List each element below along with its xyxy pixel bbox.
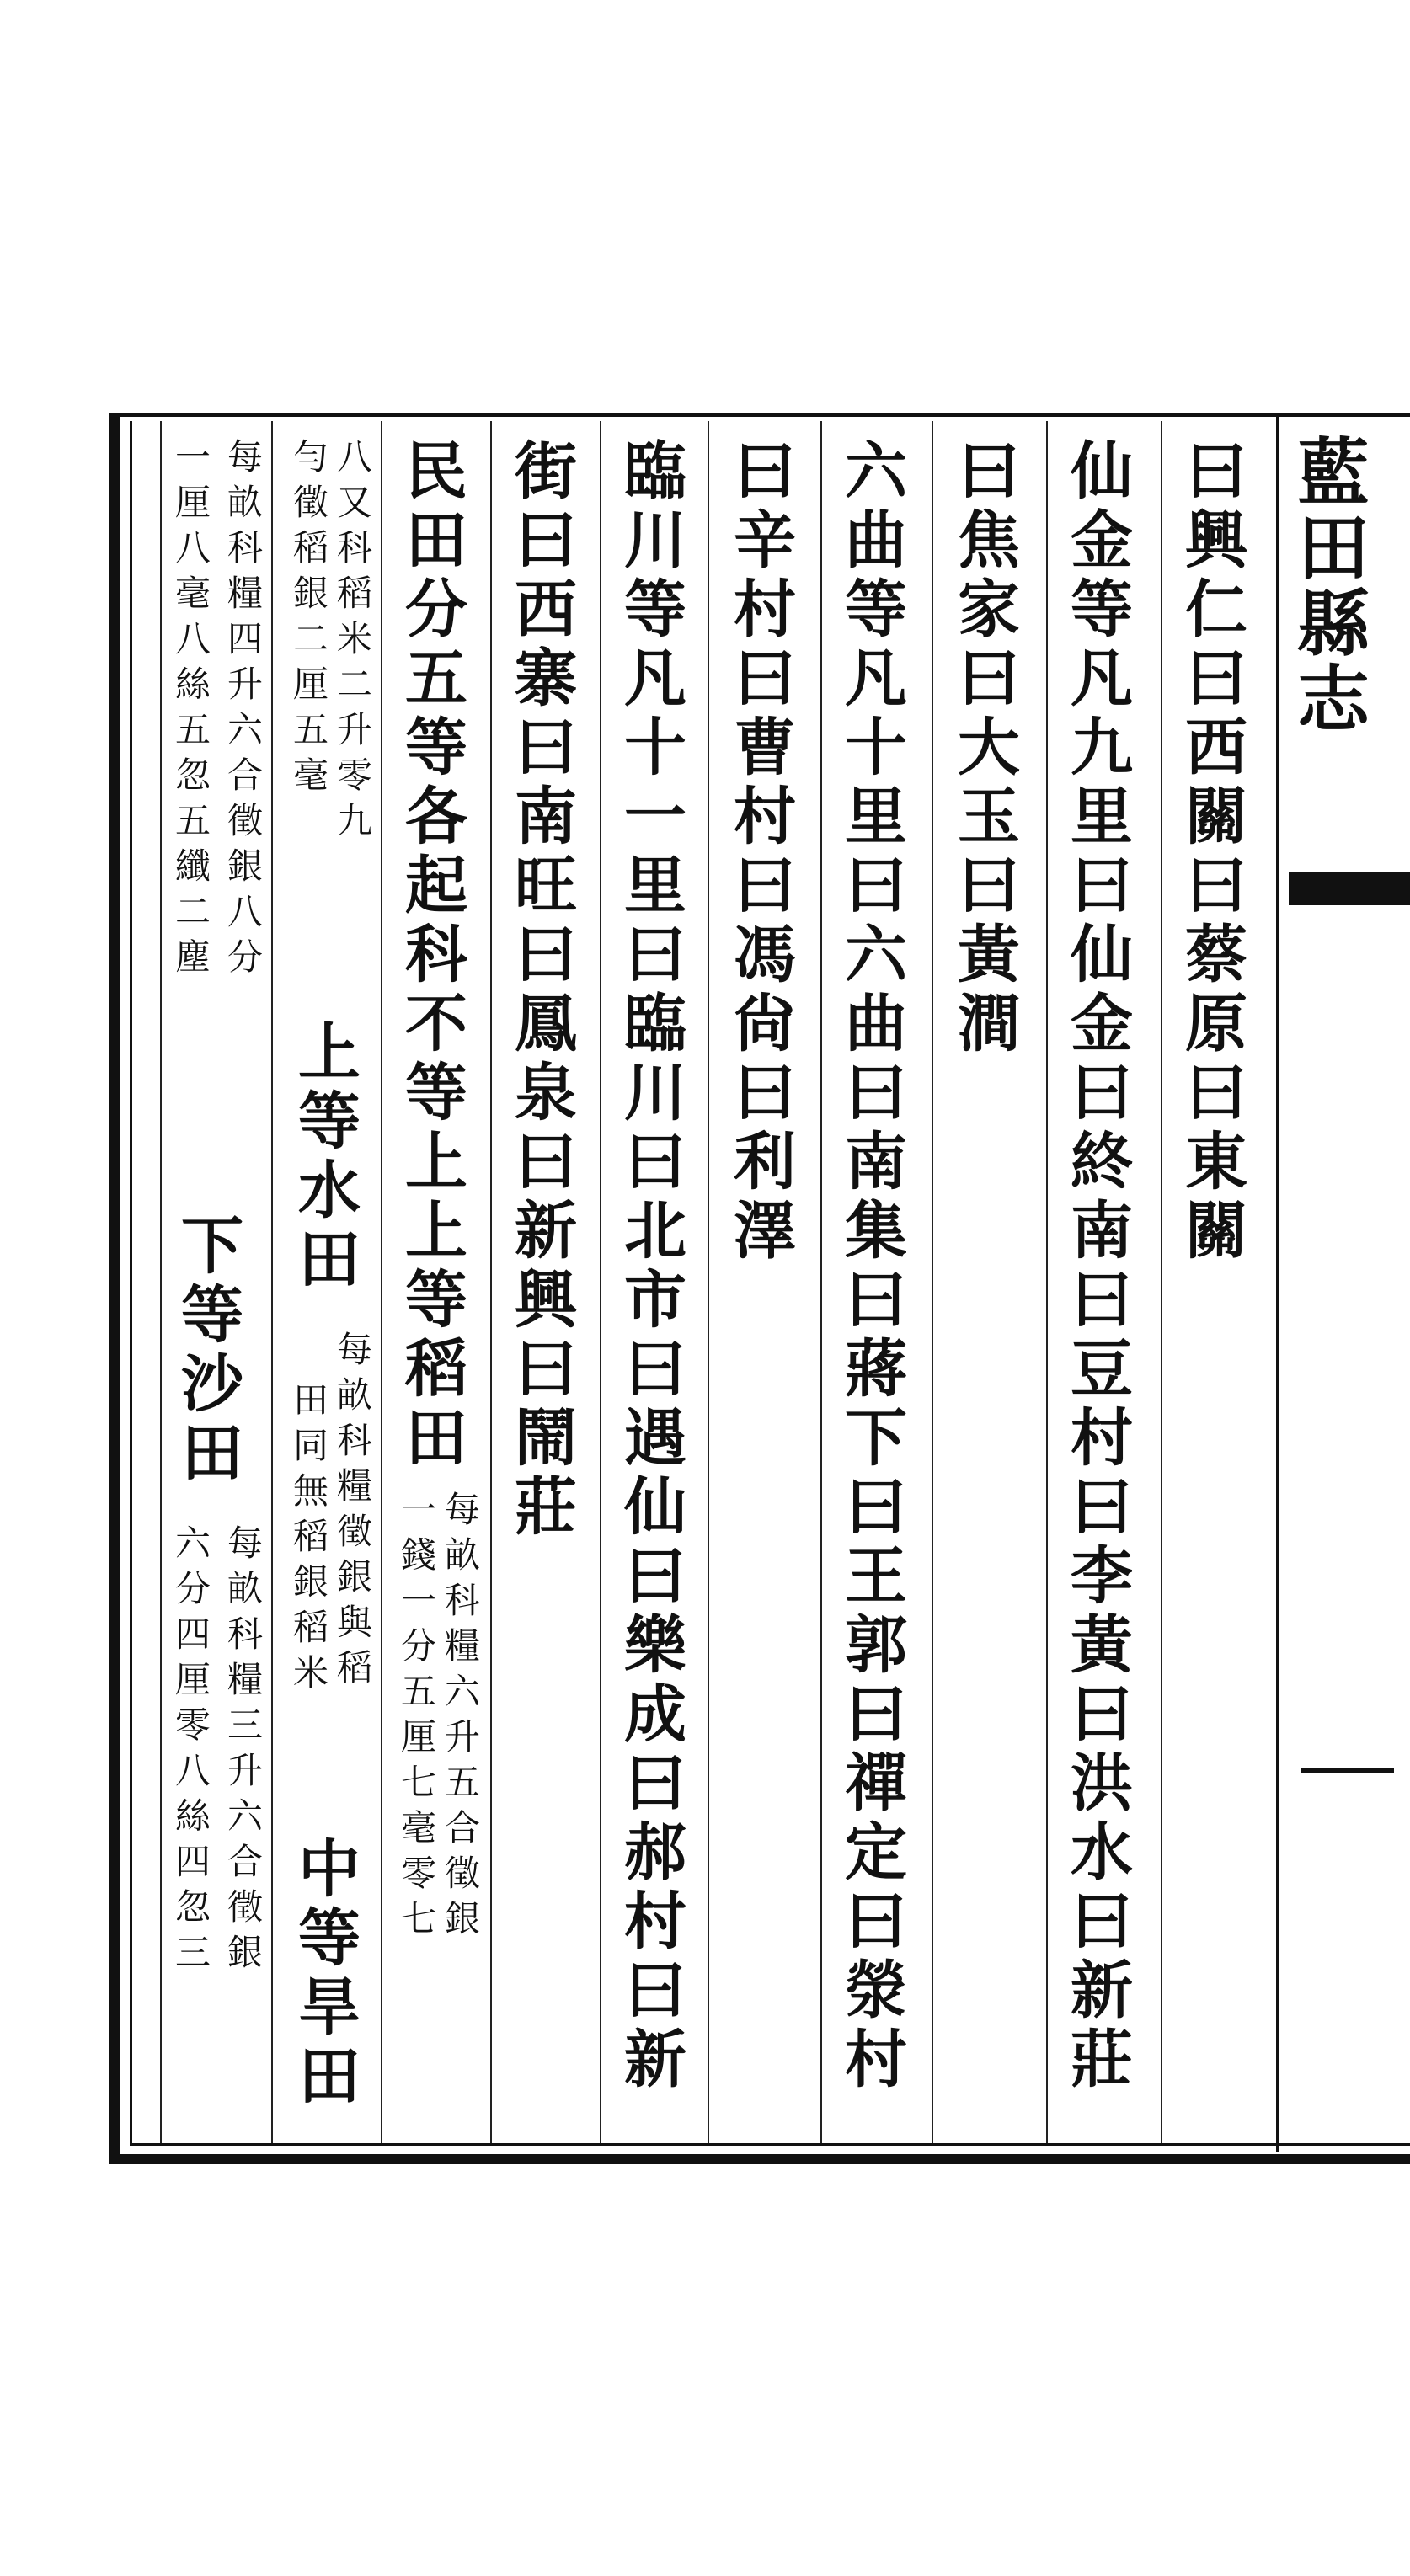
fishtail-mark bbox=[1289, 872, 1410, 905]
column-rule bbox=[1046, 421, 1048, 2143]
column-rule bbox=[1161, 421, 1162, 2143]
text-column: 六曲等凡十里曰六曲曰南集曰蔣下曰王郭曰禪定曰滎村 bbox=[835, 438, 907, 2095]
text-column: 仙金等凡九里曰仙金曰終南曰豆村曰李黃曰洪水曰新莊 bbox=[1060, 438, 1133, 2095]
annotation-column: 每畝科糧六升五合徵銀 bbox=[440, 1491, 481, 1945]
column-rule bbox=[490, 421, 492, 2143]
text-column: 街曰西寨曰南旺曰鳳泉曰新興曰鬧莊 bbox=[505, 438, 577, 1543]
frame-inner-left-rule bbox=[130, 421, 132, 2146]
text-column: 曰興仁曰西關曰蔡原曰東關 bbox=[1175, 438, 1247, 1267]
annotation-column: 每畝科糧四升六合徵銀八分 bbox=[222, 438, 264, 984]
annotation-column: 八又科稻米二升零九 bbox=[332, 438, 373, 847]
banxin-title: 藍田縣志 bbox=[1284, 434, 1370, 737]
column-rule bbox=[820, 421, 822, 2143]
text-column: 臨川等凡十一里曰臨川曰北市曰遇仙曰樂成曰郝村曰新 bbox=[614, 438, 686, 2095]
annotation-column: 每畝科糧三升六合徵銀 bbox=[222, 1524, 264, 1979]
column-rule bbox=[160, 421, 162, 2143]
annotation-column: 每畝科糧徵銀與稻 bbox=[332, 1331, 373, 1694]
column-rule bbox=[932, 421, 933, 2143]
annotation-column: 勻徵稻銀二厘五毫 bbox=[288, 438, 329, 802]
text-column: 曰辛村曰曹村曰馮尙曰利澤 bbox=[724, 438, 796, 1267]
banxin-rule bbox=[1276, 417, 1279, 2152]
annotation-column: 一厘八毫八絲五忽五纖二塵 bbox=[170, 438, 211, 984]
text-column: 民田分五等各起科不等上上等稻田 bbox=[395, 438, 467, 1474]
column-rule bbox=[708, 421, 709, 2143]
text-column: 曰焦家曰大玉曰黃澗 bbox=[948, 438, 1020, 1059]
frame-inner-bottom-rule bbox=[130, 2143, 1410, 2146]
annotation-column: 一錢一分五厘七毫零七 bbox=[396, 1491, 437, 1945]
banxin-mark bbox=[1301, 1768, 1394, 1773]
column-rule bbox=[600, 421, 601, 2143]
column-rule bbox=[271, 421, 273, 2143]
column-rule bbox=[381, 421, 382, 2143]
text-column-heading: 中等旱田 bbox=[288, 1836, 361, 2112]
annotation-column: 田同無稻銀稻米 bbox=[288, 1381, 329, 1699]
text-column-heading: 上等水田 bbox=[288, 1019, 361, 1295]
text-column-heading: 下等沙田 bbox=[171, 1213, 243, 1489]
annotation-column: 六分四厘零八絲四忽三 bbox=[170, 1524, 211, 1979]
